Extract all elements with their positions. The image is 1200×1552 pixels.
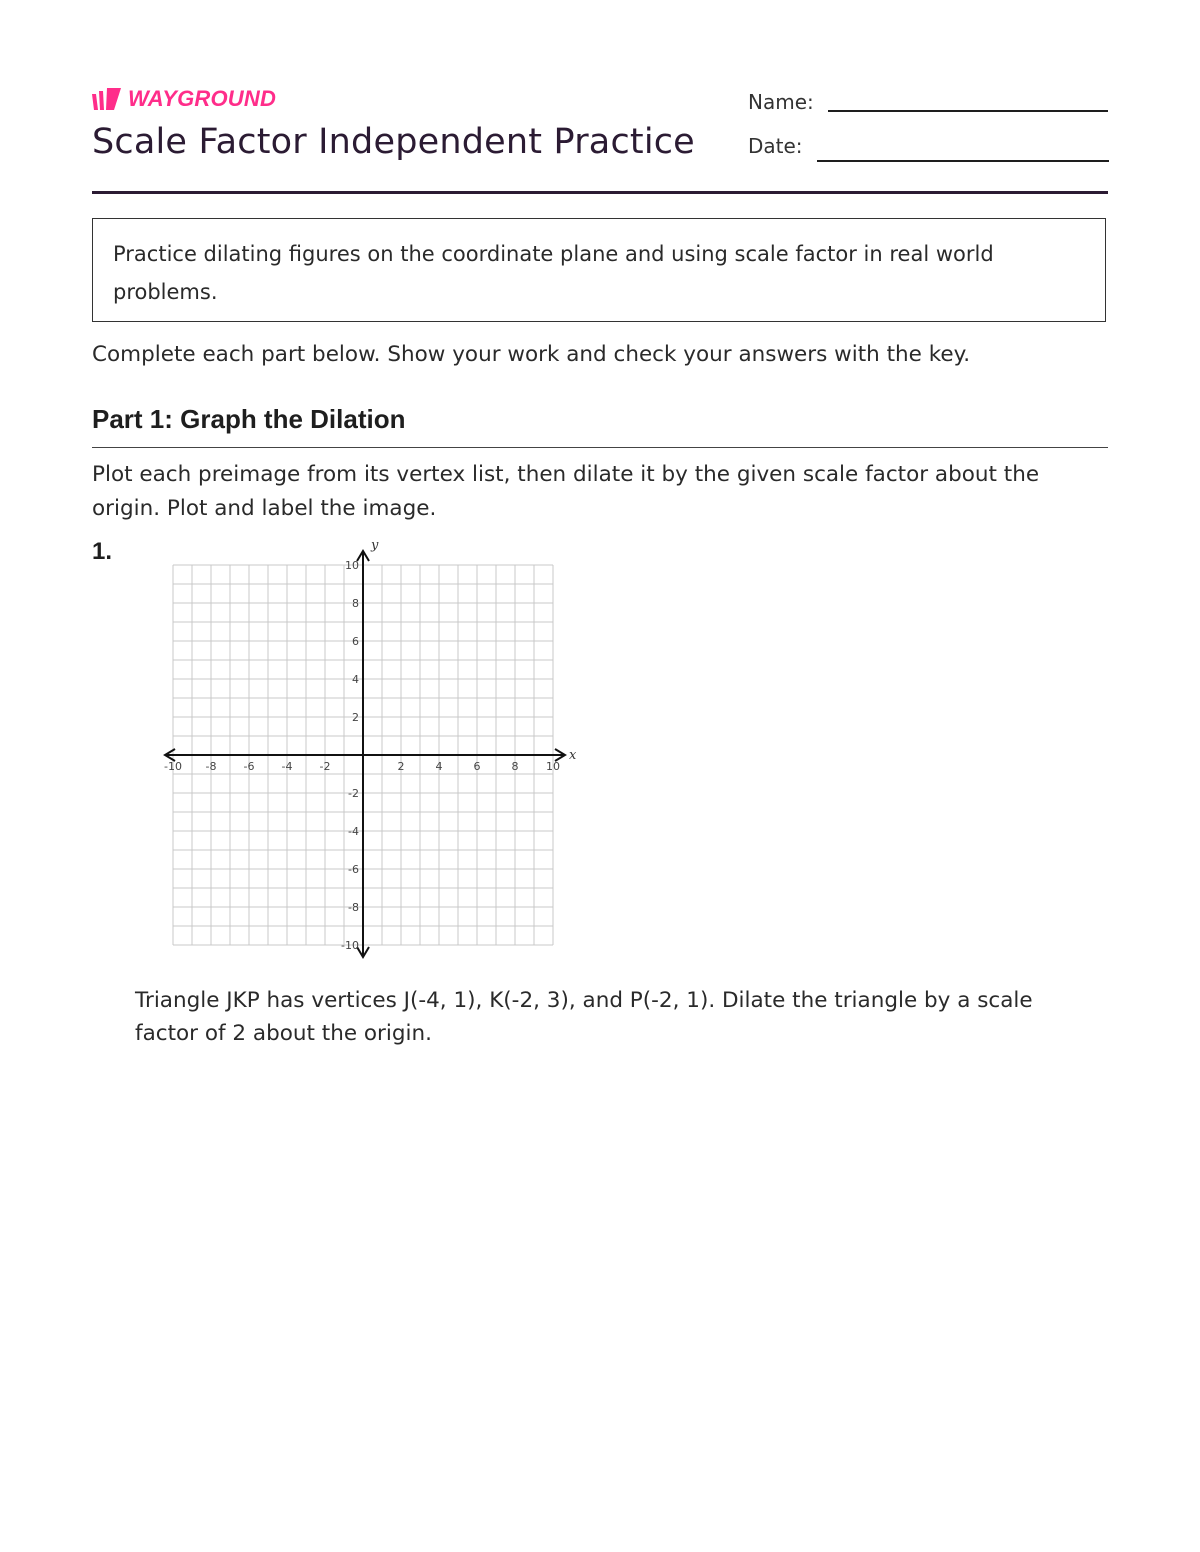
x-tick-label: -2 (319, 760, 331, 773)
part-1-description: Plot each preimage from its vertex list, then dilate it by the given scale factor about the origin. Plot and label the image. (92, 462, 1040, 521)
y-axis-label: y (371, 538, 379, 553)
brand-mark-icon (92, 88, 122, 110)
question-1-number: 1. (92, 538, 113, 565)
name-line[interactable] (828, 109, 1108, 112)
y-tick-label: 6 (352, 635, 359, 648)
header-divider (92, 191, 1108, 194)
x-tick-label: -8 (205, 760, 217, 773)
y-tick-label: -6 (348, 863, 359, 876)
x-tick-label: 4 (435, 760, 443, 773)
part-1-divider (92, 447, 1108, 448)
x-axis-label: x (569, 748, 577, 763)
x-tick-label: -6 (243, 760, 255, 773)
part-1-heading: Part 1: Graph the Dilation (92, 404, 406, 434)
x-tick-label: -4 (281, 760, 293, 773)
y-tick-label: 8 (352, 597, 359, 610)
y-tick-label: -2 (348, 787, 359, 800)
y-tick-label: -10 (341, 939, 359, 952)
name-field (748, 90, 1108, 114)
instructions: Complete each part below. Show your work and check your answers with the key. (92, 342, 971, 367)
coordinate-plane[interactable] (150, 535, 590, 960)
y-tick-label: -4 (348, 825, 359, 838)
x-tick-label: 8 (511, 760, 519, 773)
brand-logo (92, 86, 276, 112)
date-line[interactable] (817, 159, 1109, 162)
page-title: Scale Factor Independent Practice (92, 122, 695, 162)
date-field (748, 134, 1109, 158)
x-tick-label: -10 (164, 760, 182, 773)
y-tick-label: -8 (348, 901, 359, 914)
x-tick-label: 6 (473, 760, 481, 773)
y-tick-label: 4 (352, 673, 359, 686)
date-label: Date: (748, 134, 803, 158)
y-tick-label: 2 (352, 711, 359, 724)
intro-text: Practice dilating figures on the coordinate plane and using scale factor in real world problems. (113, 242, 994, 304)
x-tick-label: 2 (397, 760, 405, 773)
intro-box (92, 218, 1106, 322)
x-tick-label: 10 (546, 760, 560, 773)
question-1-text: Triangle JKP has vertices J(-4, 1), K(-2, 3), and P(-2, 1). Dilate the triangle by a scale factor of 2 about the origin. (135, 988, 1033, 1046)
brand-name: WAYGROUND (128, 86, 277, 111)
y-tick-label: 10 (345, 559, 359, 572)
name-label: Name: (748, 90, 814, 114)
